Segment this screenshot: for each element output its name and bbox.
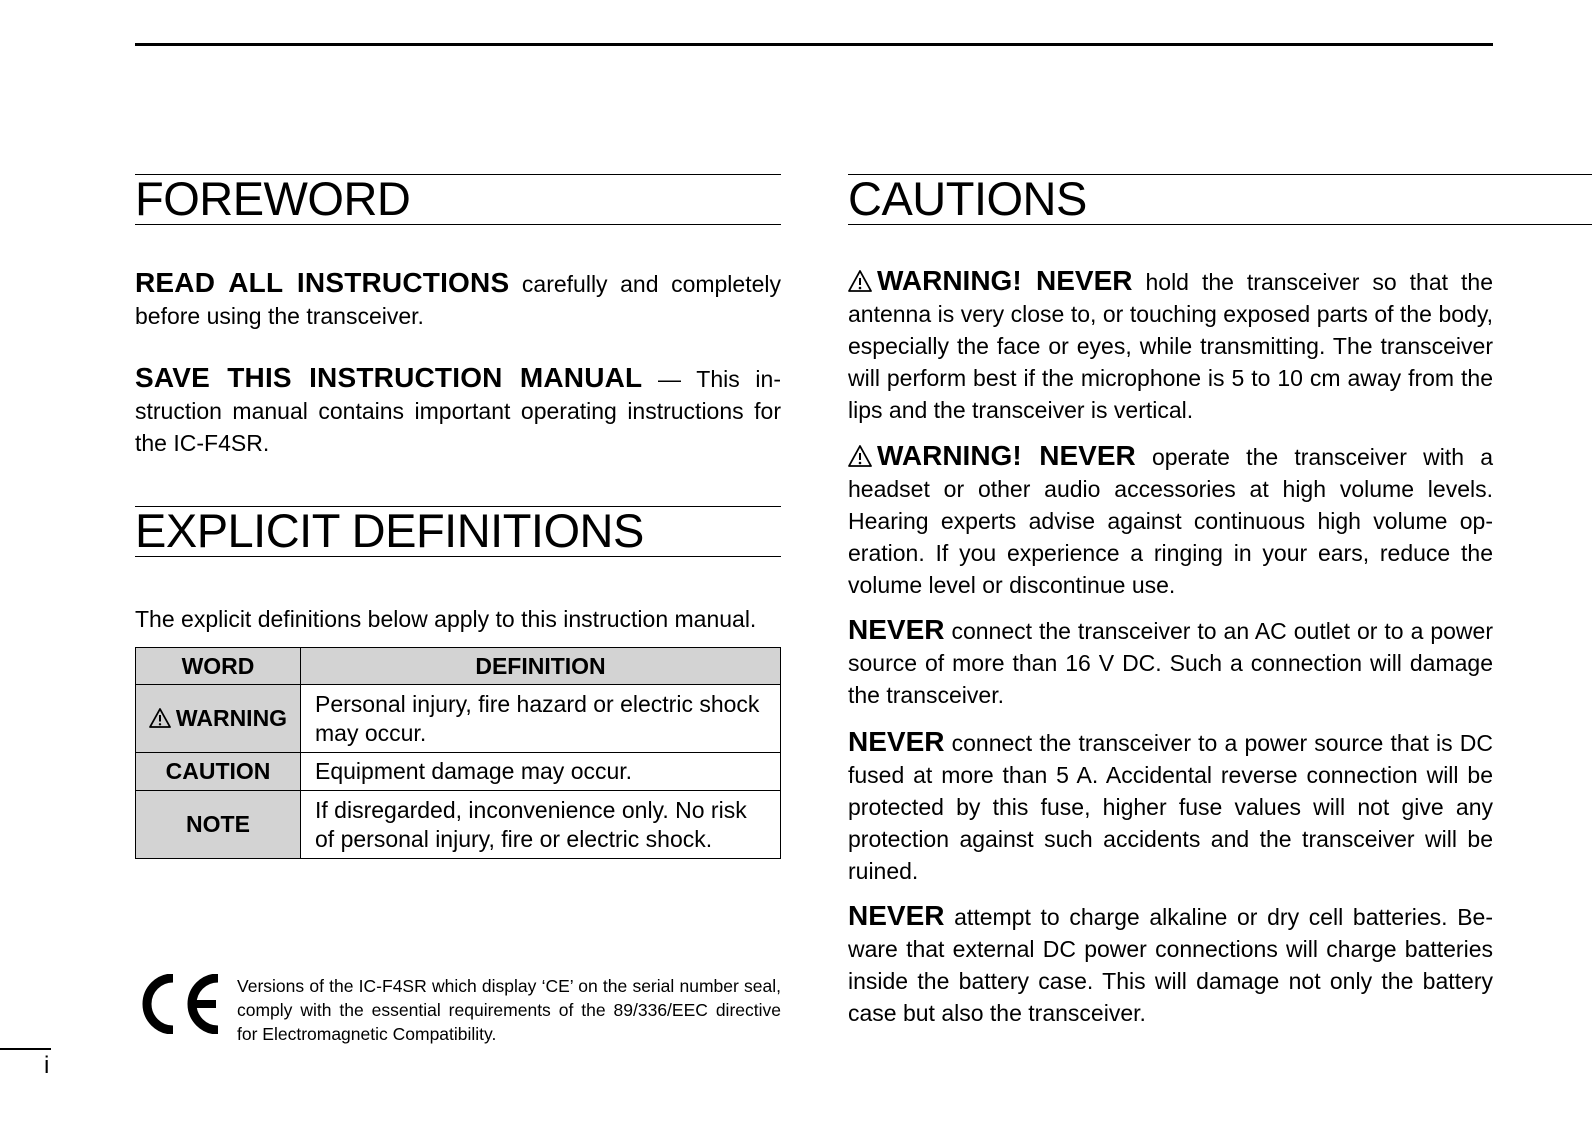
caution-1-text: hold the transceiver so that the antenna is very close to, or touching exposed parts of the body, especially the face or eyes, while transmitting. The transceiver will perform best if the microphone is 5 to 10 cm away from the lips and the transceiver is vertical.: [848, 269, 1493, 423]
caution-item-1: [848, 265, 1493, 426]
definition-caution: Equipment damage may occur.: [301, 753, 781, 791]
definitions-title: EXPLICIT DEFINITIONS: [135, 504, 644, 557]
foreword-paragraph-2: [135, 362, 781, 459]
foreword-p2-bold: SAVE THIS INSTRUCTION MANUAL: [135, 362, 643, 393]
caution-5-text: attempt to charge alkaline or dry cell batteries. Beware that external DC power connections will charge batteries inside the battery case. This will damage not only the battery case but also the transceiver.: [848, 904, 1493, 1026]
cautions-heading: [848, 174, 1592, 225]
table-header-row: [136, 648, 781, 685]
col-definition-header: DEFINITION: [301, 648, 781, 685]
caution-item-5: [848, 900, 1493, 1029]
foreword-p1-text: carefully and completely before using the transceiver.: [135, 271, 782, 329]
definitions-table: [135, 647, 781, 859]
table-row: [136, 791, 781, 859]
page-number: i: [44, 1052, 50, 1079]
ce-mark: [140, 974, 222, 1039]
word-cell-warning: [136, 685, 301, 753]
word-warning: WARNING: [175, 705, 288, 731]
foreword-paragraph-1: [135, 267, 781, 332]
foreword-p2-text: — This instruction manual contains important operating instructions for the IC-F4SR.: [135, 366, 781, 456]
foreword-title: FOREWORD: [135, 172, 411, 225]
caution-4-text: connect the transceiver to a power source that is DC fused at more than 5 A. Accidental reverse connection will be protected by this fuse, higher fuse values will not give any protection against such accidents and the transceiver will be ruined.: [848, 730, 1493, 884]
definitions-intro: The explicit definitions below apply to this instruction manual.: [135, 606, 757, 632]
caution-item-2: [848, 440, 1493, 601]
top-rule: [135, 43, 1493, 46]
table-row: [136, 685, 781, 753]
caution-5-bold: NEVER: [848, 900, 945, 931]
ce-mark-icon: [140, 974, 222, 1034]
word-caution: CAUTION: [136, 753, 301, 791]
word-note: NOTE: [136, 791, 301, 859]
cautions-title: CAUTIONS: [848, 172, 1087, 225]
warning-triangle-icon: [848, 445, 872, 467]
caution-4-bold: NEVER: [848, 726, 945, 757]
definitions-heading: [135, 506, 781, 557]
definition-note: If disregarded, inconvenience only. No risk of personal injury, fire or electric shock.: [301, 791, 781, 859]
caution-3-bold: NEVER: [848, 614, 945, 645]
warning-triangle-icon: [848, 270, 872, 292]
caution-2-bold: WARNING! NEVER: [877, 440, 1136, 471]
table-row: [136, 753, 781, 791]
caution-1-bold: WARNING! NEVER: [877, 265, 1133, 296]
ce-compliance-text: Versions of the IC-F4SR which display ‘CE’ on the serial number seal, comply with the essential requirements of the 89/336/EEC directive for Electromagnetic Compatibility.: [237, 976, 781, 1044]
foreword-p1-bold: READ ALL INSTRUCTIONS: [135, 267, 510, 298]
caution-item-4: [848, 726, 1493, 887]
definition-warning: Personal injury, fire hazard or electric shock may occur.: [301, 685, 781, 753]
footer-rule: [0, 1048, 51, 1050]
col-word-header: WORD: [136, 648, 301, 685]
warning-triangle-icon: [149, 708, 171, 728]
caution-2-text: operate the transceiver with a headset or other audio accessories at high volume levels. Hearing experts advise against continuous high volume operation. If you experience a ringing in your ears, reduce the volume level or discontinue use.: [848, 444, 1493, 598]
caution-item-3: [848, 614, 1493, 711]
foreword-heading: [135, 174, 781, 225]
caution-3-text: connect the transceiver to an AC outlet or to a power source of more than 16 V DC. Such a connection will damage the transceiver.: [848, 618, 1493, 708]
